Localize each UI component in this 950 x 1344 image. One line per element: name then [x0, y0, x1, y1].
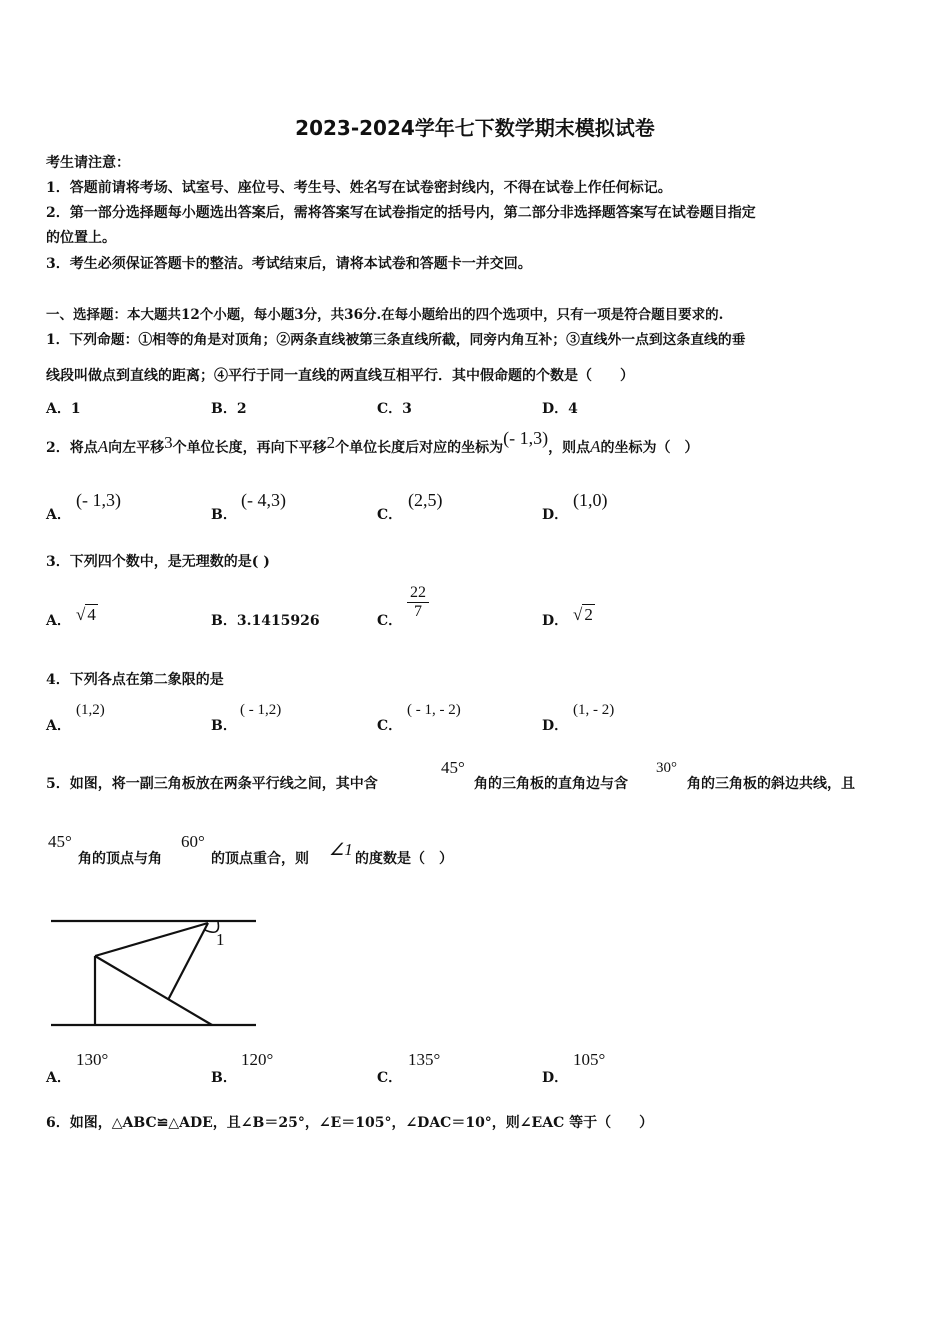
q2-option-c-value: (2,5) [408, 490, 443, 510]
q5-deg30: 30° [656, 760, 677, 776]
q5-triangle-30-leg [168, 923, 208, 1000]
q5-triangle-edge-top [95, 923, 208, 956]
q4-option-b-value: ( - 1,2) [240, 702, 282, 718]
q2-option-b-value: (- 4,3) [241, 490, 286, 510]
q2-option-a-value: (- 1,3) [76, 490, 121, 510]
q2-option-a-letter[interactable]: A． [46, 507, 71, 523]
q2-option-b-letter[interactable]: B． [211, 507, 237, 523]
q2-option-d-value: (1,0) [573, 490, 608, 510]
q2-option-c-letter[interactable]: C． [377, 507, 403, 523]
section-heading: 一、选择题：本大题共12个小题，每小题3分，共36分.在每小题给出的四个选项中，只有一项是符合题目要求的. [46, 307, 724, 323]
q5-triangle-hypotenuse [95, 956, 212, 1025]
q5-stem-line2-part3: 的度数是（ ） [355, 851, 453, 867]
q5-stem-line2-part1: 角的顶点与角 [78, 851, 162, 867]
q3-option-c-letter[interactable]: C． [377, 613, 403, 629]
q5-stem-line1-part3: 角的三角板的斜边共线，且 [687, 776, 855, 792]
q5-stem-line1-part1: 5．如图，将一副三角板放在两条平行线之间，其中含 [46, 776, 378, 792]
q3-option-d-value: √ 2 [573, 605, 593, 624]
q5-option-c-letter[interactable]: C． [377, 1070, 403, 1086]
q4-option-d-letter[interactable]: D． [542, 718, 569, 734]
q4-option-b-letter[interactable]: B． [211, 718, 237, 734]
q5-option-a-value: 130° [76, 1050, 109, 1069]
q4-option-a-value: (1,2) [76, 702, 105, 718]
q5-figure-label: 1 [216, 930, 225, 949]
q3-option-c-fraction: $\frac{22}{7}$ [407, 584, 429, 621]
q1-option-d[interactable]: D．4 [542, 401, 578, 417]
page-title: 2023-2024学年七下数学期末模拟试卷 [295, 116, 655, 140]
q1-option-c[interactable]: C．3 [377, 401, 412, 417]
q5-angle1: ∠1 [329, 840, 353, 859]
notice-item-1: 1．答题前请将考场、试室号、座位号、考生号、姓名写在试卷密封线内，不得在试卷上作任何标记。 [46, 180, 672, 196]
q3-stem: 3．下列四个数中，是无理数的是( ) [46, 554, 270, 570]
q4-option-c-letter[interactable]: C． [377, 718, 403, 734]
q3-option-a-letter[interactable]: A． [46, 613, 71, 629]
q1-line1: 1．下列命题：①相等的角是对顶角；②两条直线被第三条直线所截，同旁内角互补；③直线外一点到这条直线的垂 [46, 332, 746, 348]
q5-option-b-letter[interactable]: B． [211, 1070, 237, 1086]
q5-figure [40, 905, 270, 1035]
q5-deg45-line2: 45° [48, 832, 72, 851]
q5-option-b-value: 120° [241, 1050, 274, 1069]
q5-option-a-letter[interactable]: A． [46, 1070, 71, 1086]
q4-option-c-value: ( - 1, - 2) [407, 702, 461, 718]
q5-stem-line1-part2: 角的三角板的直角边与含 [474, 776, 628, 792]
q3-option-b[interactable]: B．3.1415926 [211, 613, 320, 629]
q2-stem: 2．将点A向左平移3个单位长度，再向下平移2个单位长度后对应的坐标为(- 1,3)，则点A的坐标为（ ） [46, 428, 699, 456]
q4-stem: 4．下列各点在第二象限的是 [46, 672, 224, 688]
notice-item-2-cont: 的位置上。 [46, 230, 116, 246]
q3-option-a-value: √ 4 [76, 605, 96, 624]
notice-item-2: 2．第一部分选择题每小题选出答案后，需将答案写在试卷指定的括号内，第二部分非选择题答案写在试卷题目指定 [46, 205, 756, 221]
q5-stem-line2-part2: 的顶点重合，则 [211, 851, 309, 867]
q3-option-d-letter[interactable]: D． [542, 613, 569, 629]
q1-line2: 线段叫做点到直线的距离；④平行于同一直线的两直线互相平行．其中假命题的个数是（ ） [46, 368, 634, 384]
q1-option-b[interactable]: B．2 [211, 401, 247, 417]
q5-option-d-letter[interactable]: D． [542, 1070, 569, 1086]
q5-deg45: 45° [441, 758, 465, 777]
q5-option-c-value: 135° [408, 1050, 441, 1069]
q4-option-d-value: (1, - 2) [573, 702, 615, 718]
notice-item-3: 3．考生必须保证答题卡的整洁。考试结束后，请将本试卷和答题卡一并交回。 [46, 256, 532, 272]
q1-option-a[interactable]: A．1 [46, 401, 81, 417]
q2-option-d-letter[interactable]: D． [542, 507, 569, 523]
q6-stem: 6．如图，△ABC≌△ADE，且∠B＝25°，∠E＝105°，∠DAC＝10°，则∠EAC 等于（ ） [46, 1115, 654, 1131]
q5-deg60: 60° [181, 832, 205, 851]
q4-option-a-letter[interactable]: A． [46, 718, 71, 734]
q5-option-d-value: 105° [573, 1050, 606, 1069]
notice-heading: 考生请注意： [46, 155, 130, 171]
